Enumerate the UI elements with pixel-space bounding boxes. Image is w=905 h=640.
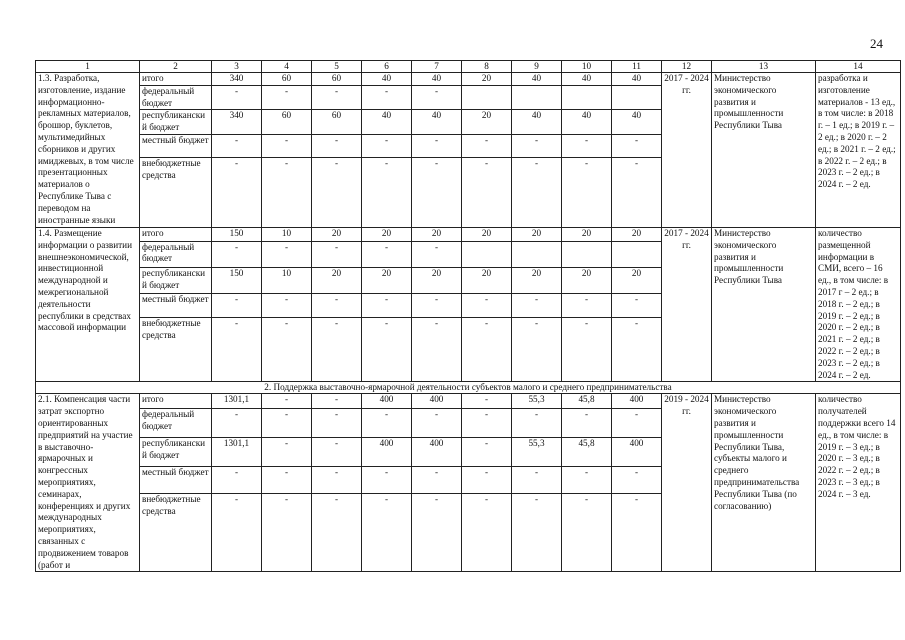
value-cell: 20 bbox=[562, 267, 612, 293]
value-cell: - bbox=[312, 241, 362, 267]
value-cell: - bbox=[562, 467, 612, 494]
value-cell: 1301,1 bbox=[212, 394, 262, 409]
value-cell: - bbox=[612, 157, 662, 227]
value-cell bbox=[462, 85, 512, 110]
value-cell: - bbox=[312, 394, 362, 409]
executor-cell: Министерство экономического развития и промышленности Республики Тыва, субъекты малого и среднего предпринимательства Республики Тыва (по согласованию) bbox=[712, 394, 816, 572]
value-cell: - bbox=[262, 494, 312, 572]
column-header: 4 bbox=[262, 61, 312, 73]
value-cell: 1301,1 bbox=[212, 438, 262, 467]
funding-source-cell: республиканский бюджет bbox=[140, 438, 212, 467]
value-cell: 20 bbox=[462, 267, 512, 293]
value-cell: 40 bbox=[562, 73, 612, 86]
value-cell: 45,8 bbox=[562, 394, 612, 409]
value-cell: - bbox=[412, 318, 462, 382]
value-cell: - bbox=[562, 134, 612, 157]
value-cell: 60 bbox=[312, 73, 362, 86]
value-cell: 400 bbox=[612, 438, 662, 467]
value-cell: - bbox=[562, 494, 612, 572]
value-cell: - bbox=[212, 293, 262, 317]
table-row bbox=[36, 227, 901, 241]
value-cell: - bbox=[262, 438, 312, 467]
value-cell: - bbox=[462, 318, 512, 382]
value-cell: 20 bbox=[362, 227, 412, 241]
value-cell: - bbox=[262, 409, 312, 438]
funding-source-cell: местный бюджет bbox=[140, 134, 212, 157]
funding-source-cell: итого bbox=[140, 394, 212, 409]
value-cell: - bbox=[312, 157, 362, 227]
value-cell: - bbox=[562, 157, 612, 227]
page-number: 24 bbox=[870, 36, 883, 51]
value-cell: - bbox=[512, 134, 562, 157]
value-cell: - bbox=[462, 394, 512, 409]
value-cell: 10 bbox=[262, 267, 312, 293]
value-cell: - bbox=[512, 318, 562, 382]
value-cell: - bbox=[212, 467, 262, 494]
value-cell: 40 bbox=[512, 110, 562, 135]
funding-source-cell: итого bbox=[140, 227, 212, 241]
executor-cell: Министерство экономического развития и промышленности Республики Тыва bbox=[712, 73, 816, 228]
funding-source-cell: республиканский бюджет bbox=[140, 267, 212, 293]
value-cell: - bbox=[212, 85, 262, 110]
funding-source-cell: местный бюджет bbox=[140, 467, 212, 494]
value-cell: - bbox=[412, 293, 462, 317]
value-cell: 400 bbox=[412, 394, 462, 409]
value-cell: 20 bbox=[412, 227, 462, 241]
value-cell: - bbox=[262, 467, 312, 494]
value-cell: - bbox=[462, 293, 512, 317]
indicator-cell: количество размещенной информации в СМИ, всего – 16 ед., в том числе: в 2017 г – 2 ед.; в 2018 г. – 2 ед.; в 2019 г. – 2 ед.; в 2020 г. – 2 ед.; в 2021 г. – 2 ед.; в 2022 г. – 2 ед.; в 2023 г. – 2 ед.; в 2024 г. – 2 ед. bbox=[816, 227, 901, 381]
value-cell: 40 bbox=[362, 110, 412, 135]
funding-source-cell: внебюджетные средства bbox=[140, 157, 212, 227]
value-cell: - bbox=[312, 409, 362, 438]
value-cell: 40 bbox=[512, 73, 562, 86]
value-cell: 20 bbox=[512, 267, 562, 293]
value-cell: - bbox=[512, 157, 562, 227]
column-header: 5 bbox=[312, 61, 362, 73]
section-row bbox=[36, 382, 901, 394]
value-cell: - bbox=[362, 85, 412, 110]
value-cell: 150 bbox=[212, 227, 262, 241]
value-cell: - bbox=[412, 157, 462, 227]
value-cell: 60 bbox=[262, 73, 312, 86]
value-cell bbox=[512, 241, 562, 267]
value-cell: 150 bbox=[212, 267, 262, 293]
value-cell: - bbox=[362, 157, 412, 227]
column-header: 1 bbox=[36, 61, 140, 73]
value-cell: - bbox=[362, 467, 412, 494]
value-cell: - bbox=[512, 293, 562, 317]
value-cell bbox=[562, 241, 612, 267]
value-cell bbox=[512, 85, 562, 110]
activity-cell: 1.3. Разработка, изготовление, издание информационно-рекламных материалов, брошюр, буклетов, мультимедийных сборников и других имиджевых, в том числе презентационных материалов о Республике Тыва с переводом на иностранные языки bbox=[36, 73, 140, 228]
value-cell: - bbox=[412, 409, 462, 438]
value-cell: - bbox=[262, 241, 312, 267]
value-cell: - bbox=[562, 409, 612, 438]
value-cell: - bbox=[312, 318, 362, 382]
column-header: 6 bbox=[362, 61, 412, 73]
value-cell: - bbox=[462, 494, 512, 572]
period-cell: 2017 - 2024 гг. bbox=[662, 227, 712, 381]
value-cell: - bbox=[612, 293, 662, 317]
value-cell: - bbox=[312, 494, 362, 572]
value-cell: - bbox=[212, 241, 262, 267]
value-cell: 60 bbox=[262, 110, 312, 135]
value-cell: - bbox=[512, 494, 562, 572]
value-cell: 20 bbox=[462, 227, 512, 241]
value-cell: - bbox=[512, 409, 562, 438]
column-header: 14 bbox=[816, 61, 901, 73]
column-header: 2 bbox=[140, 61, 212, 73]
value-cell: - bbox=[212, 409, 262, 438]
value-cell: - bbox=[312, 293, 362, 317]
value-cell: 20 bbox=[312, 267, 362, 293]
column-header-row bbox=[36, 61, 901, 73]
value-cell: - bbox=[462, 438, 512, 467]
section-title: 2. Поддержка выставочно-ярмарочной деятельности субъектов малого и среднего предпринимательства bbox=[36, 382, 901, 394]
value-cell: - bbox=[212, 494, 262, 572]
value-cell: 45,8 bbox=[562, 438, 612, 467]
funding-source-cell: республиканский бюджет bbox=[140, 110, 212, 135]
value-cell: - bbox=[212, 134, 262, 157]
value-cell: 340 bbox=[212, 110, 262, 135]
value-cell: 20 bbox=[612, 227, 662, 241]
value-cell: - bbox=[312, 438, 362, 467]
value-cell: 400 bbox=[362, 438, 412, 467]
value-cell: - bbox=[412, 241, 462, 267]
value-cell: 20 bbox=[312, 227, 362, 241]
value-cell: - bbox=[312, 134, 362, 157]
value-cell: - bbox=[612, 318, 662, 382]
value-cell: - bbox=[462, 409, 512, 438]
column-header: 10 bbox=[562, 61, 612, 73]
value-cell: - bbox=[262, 134, 312, 157]
value-cell: 20 bbox=[362, 267, 412, 293]
value-cell: - bbox=[412, 85, 462, 110]
funding-source-cell: внебюджетные средства bbox=[140, 494, 212, 572]
value-cell: - bbox=[462, 467, 512, 494]
program-table bbox=[35, 60, 901, 572]
value-cell: - bbox=[512, 467, 562, 494]
column-header: 12 bbox=[662, 61, 712, 73]
value-cell: - bbox=[362, 409, 412, 438]
value-cell bbox=[612, 85, 662, 110]
value-cell: 40 bbox=[612, 110, 662, 135]
column-header: 13 bbox=[712, 61, 816, 73]
value-cell: - bbox=[362, 241, 412, 267]
value-cell: - bbox=[362, 293, 412, 317]
table-row bbox=[36, 73, 901, 86]
value-cell: - bbox=[412, 467, 462, 494]
value-cell: 400 bbox=[362, 394, 412, 409]
value-cell: - bbox=[362, 494, 412, 572]
executor-cell: Министерство экономического развития и промышленности Республики Тыва bbox=[712, 227, 816, 381]
value-cell: 55,3 bbox=[512, 394, 562, 409]
value-cell bbox=[562, 85, 612, 110]
value-cell: 40 bbox=[412, 73, 462, 86]
value-cell: 20 bbox=[462, 110, 512, 135]
column-header: 8 bbox=[462, 61, 512, 73]
value-cell: - bbox=[262, 293, 312, 317]
funding-source-cell: внебюджетные средства bbox=[140, 318, 212, 382]
value-cell: - bbox=[612, 467, 662, 494]
value-cell: 20 bbox=[612, 267, 662, 293]
value-cell: - bbox=[312, 85, 362, 110]
value-cell: - bbox=[362, 318, 412, 382]
value-cell: - bbox=[212, 157, 262, 227]
value-cell: - bbox=[562, 293, 612, 317]
value-cell: 20 bbox=[412, 267, 462, 293]
value-cell: 10 bbox=[262, 227, 312, 241]
value-cell: - bbox=[262, 318, 312, 382]
value-cell: 40 bbox=[412, 110, 462, 135]
value-cell: - bbox=[212, 318, 262, 382]
column-header: 3 bbox=[212, 61, 262, 73]
value-cell: - bbox=[262, 394, 312, 409]
value-cell: 20 bbox=[512, 227, 562, 241]
value-cell: 60 bbox=[312, 110, 362, 135]
value-cell: - bbox=[412, 494, 462, 572]
indicator-cell: разработка и изготовление материалов - 13 ед., в том числе: в 2018 г. – 1 ед.; в 2019 г. – 2 ед.; в 2020 г. – 2 ед.; в 2021 г. – 2 ед.; в 2022 г. – 2 ед.; в 2023 г. – 2 ед.; в 2024 г. – 2 ед. bbox=[816, 73, 901, 228]
value-cell: - bbox=[412, 134, 462, 157]
value-cell: 340 bbox=[212, 73, 262, 86]
value-cell: - bbox=[312, 467, 362, 494]
value-cell: - bbox=[562, 318, 612, 382]
column-header: 7 bbox=[412, 61, 462, 73]
funding-source-cell: местный бюджет bbox=[140, 293, 212, 317]
value-cell: 40 bbox=[362, 73, 412, 86]
funding-source-cell: федеральный бюджет bbox=[140, 409, 212, 438]
value-cell: - bbox=[612, 134, 662, 157]
value-cell: - bbox=[462, 134, 512, 157]
period-cell: 2017 - 2024 гг. bbox=[662, 73, 712, 228]
value-cell bbox=[612, 241, 662, 267]
funding-source-cell: итого bbox=[140, 73, 212, 86]
value-cell: 40 bbox=[562, 110, 612, 135]
column-header: 11 bbox=[612, 61, 662, 73]
value-cell: - bbox=[462, 157, 512, 227]
value-cell: 400 bbox=[412, 438, 462, 467]
funding-source-cell: федеральный бюджет bbox=[140, 241, 212, 267]
table-row bbox=[36, 394, 901, 409]
funding-source-cell: федеральный бюджет bbox=[140, 85, 212, 110]
value-cell: - bbox=[362, 134, 412, 157]
value-cell: - bbox=[612, 494, 662, 572]
value-cell: 20 bbox=[462, 73, 512, 86]
column-header: 9 bbox=[512, 61, 562, 73]
value-cell bbox=[462, 241, 512, 267]
value-cell: 40 bbox=[612, 73, 662, 86]
indicator-cell: количество получателей поддержки всего 14 ед., в том числе: в 2019 г. – 3 ед.; в 2020 г. – 3 ед.; в 2022 г. – 2 ед.; в 2023 г. – 3 ед.; в 2024 г. – 3 ед. bbox=[816, 394, 901, 572]
value-cell: 20 bbox=[562, 227, 612, 241]
value-cell: - bbox=[262, 157, 312, 227]
value-cell: 55,3 bbox=[512, 438, 562, 467]
activity-cell: 1.4. Размещение информации о развитии внешнеэкономической, инвестиционной международной и межрегиональной деятельности республики в средствах массовой информации bbox=[36, 227, 140, 381]
period-cell: 2019 - 2024 гг. bbox=[662, 394, 712, 572]
value-cell: 400 bbox=[612, 394, 662, 409]
activity-cell: 2.1. Компенсация части затрат экспортно ориентированных предприятий на участие в выставочно-ярмарочных и конгрессных мероприятиях, семинарах, конференциях и других международных мероприятиях, связанных с продвижением товаров (работ и bbox=[36, 394, 140, 572]
value-cell: - bbox=[262, 85, 312, 110]
value-cell: - bbox=[612, 409, 662, 438]
